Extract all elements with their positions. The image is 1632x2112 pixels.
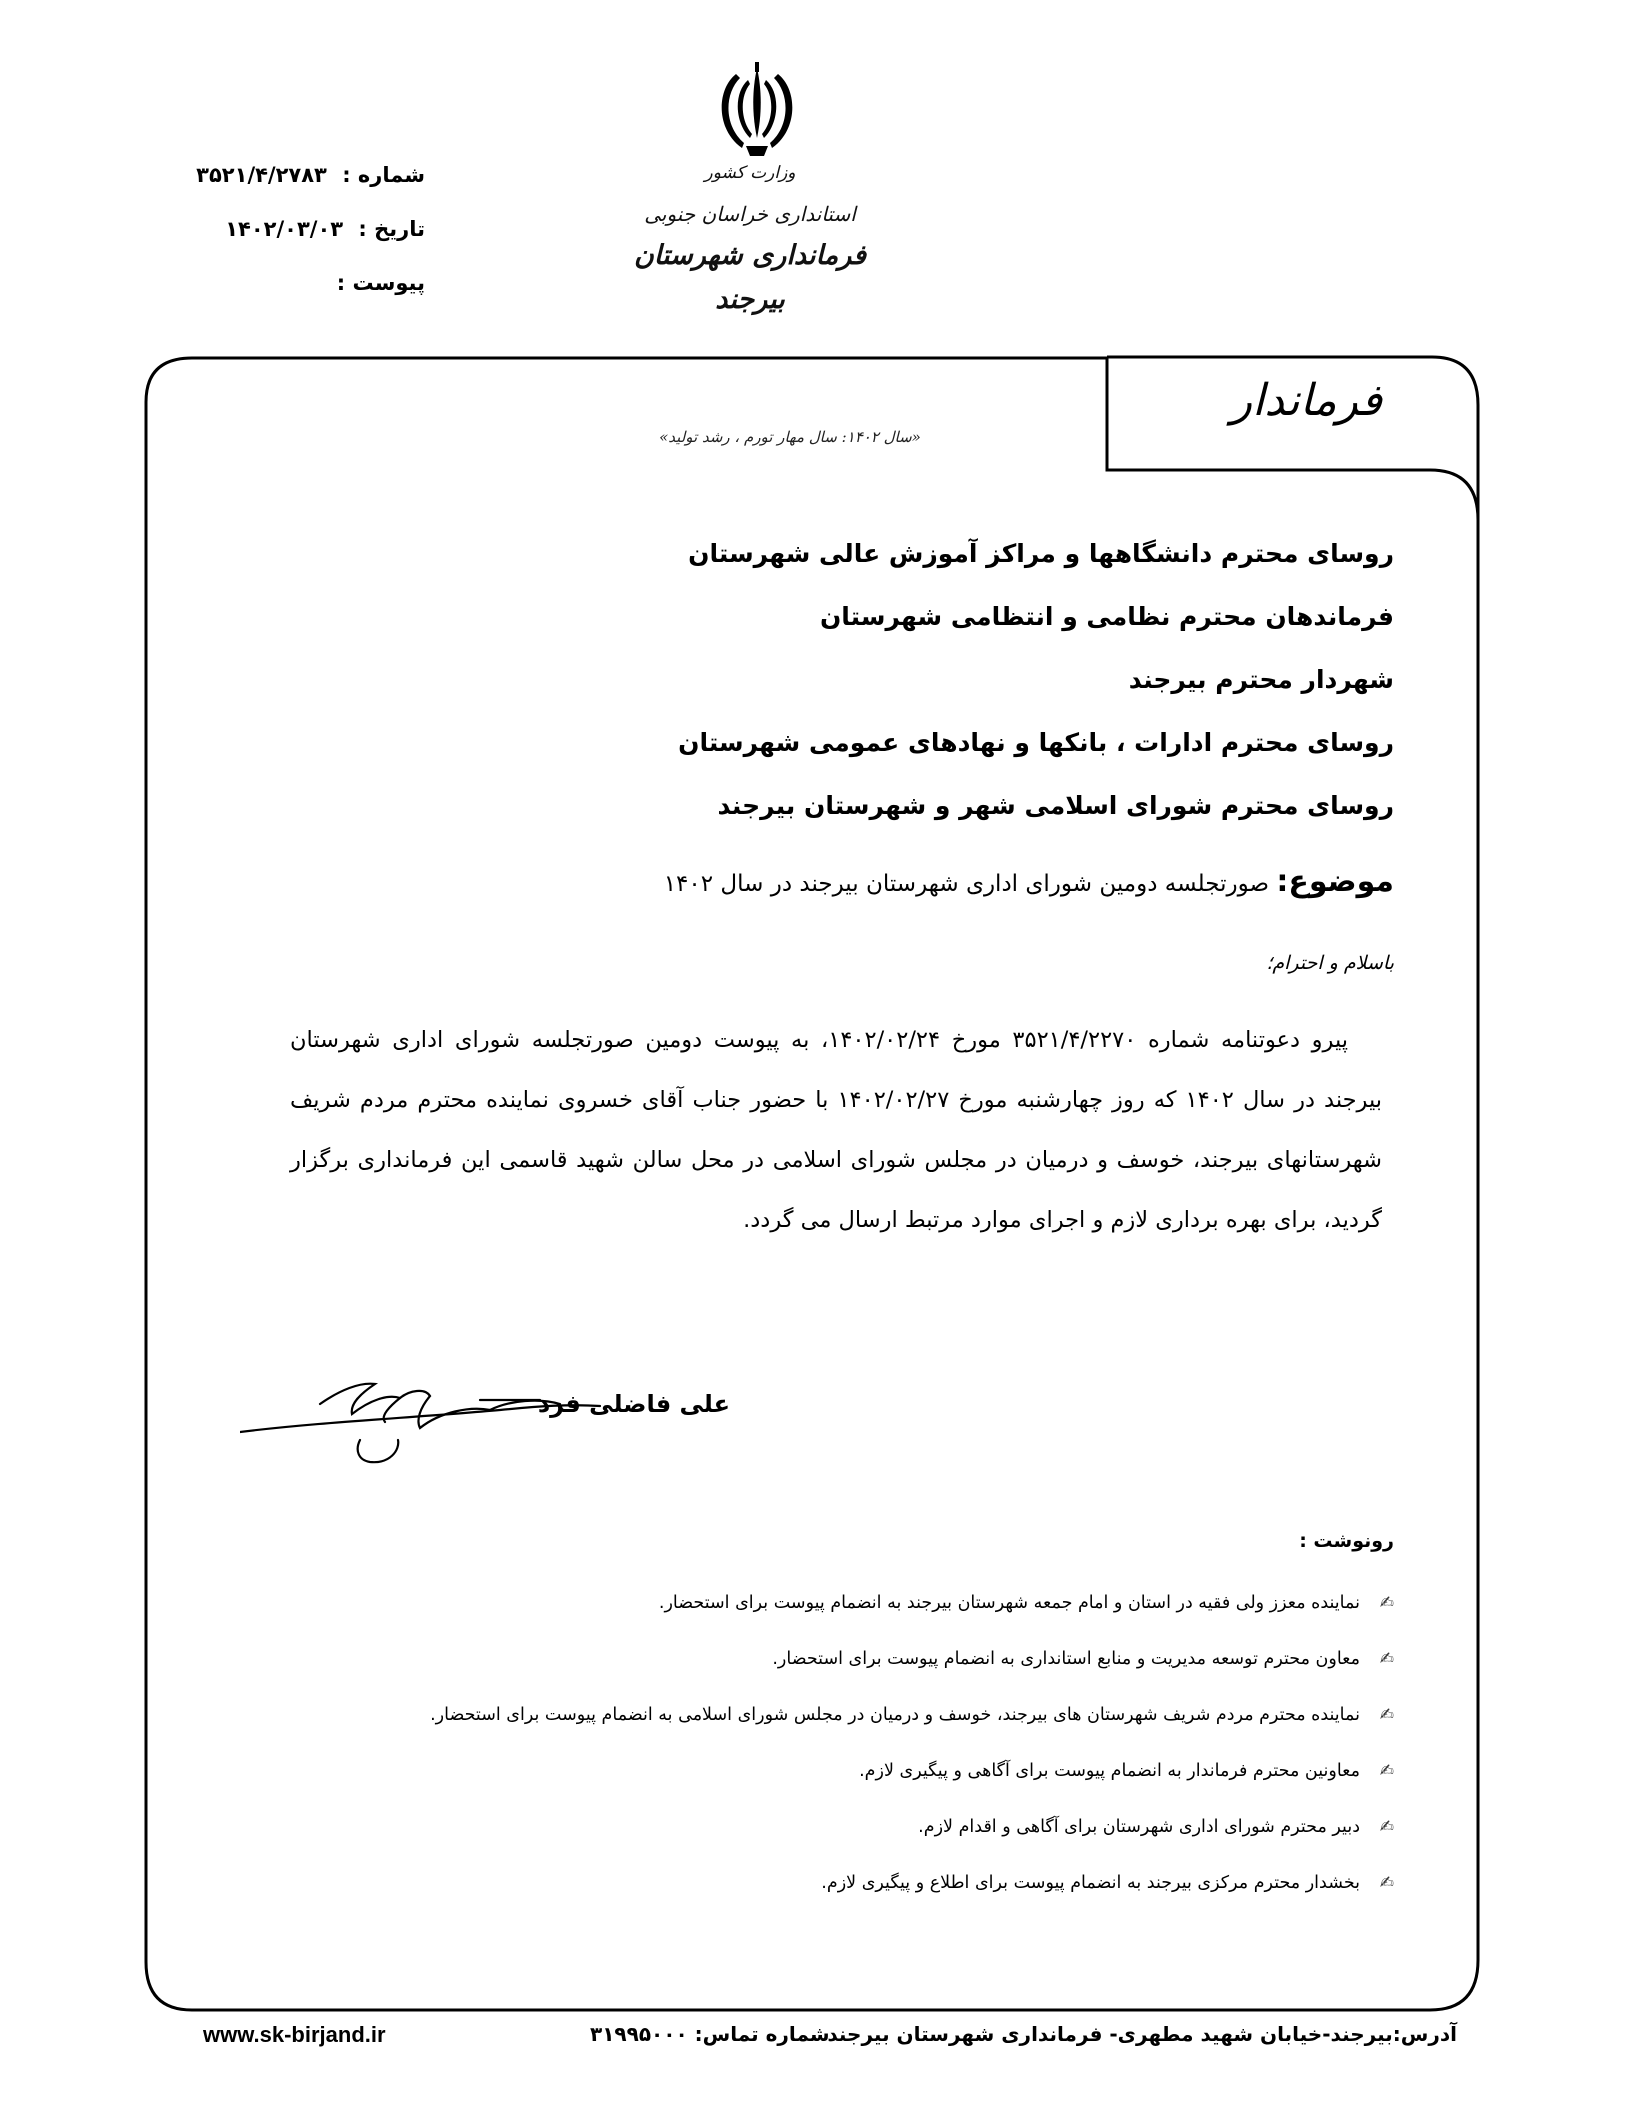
ministry-line-2: استانداری خراسان جنوبی — [644, 202, 856, 226]
cc-item — [244, 1644, 1394, 1700]
frame-title: فرماندار — [1230, 375, 1382, 426]
pen-icon: ✍ — [1379, 1593, 1394, 1613]
recipient: روسای محترم شورای اسلامی شهر و شهرستان بیرجند — [717, 791, 1394, 820]
phone-value: ۳۱۹۹۵۰۰۰ — [590, 2022, 688, 2046]
pen-icon: ✍ — [1379, 1817, 1394, 1837]
recipient: شهردار محترم بیرجند — [1128, 665, 1394, 694]
greeting: باسلام و احترام؛ — [1266, 952, 1394, 974]
cc-item — [244, 1868, 1394, 1924]
cc-item-text: معاون محترم توسعه مدیریت و منابع استانداری به انضمام پیوست برای استحضار. — [772, 1649, 1360, 1669]
pen-icon: ✍ — [1379, 1705, 1394, 1725]
pen-icon: ✍ — [1379, 1761, 1394, 1781]
cc-title: رونوشت : — [1299, 1530, 1394, 1552]
footer-phone — [590, 2022, 830, 2046]
cc-list — [244, 1588, 1394, 1924]
subject-label: موضوع: — [1276, 864, 1394, 899]
subject-line — [394, 862, 1394, 904]
number-value: ۳۵۲۱/۴/۲۷۸۳ — [196, 163, 327, 187]
footer-address: آدرس:بیرجند-خیابان شهید مطهری- فرمانداری شهرستان بیرجند — [827, 2022, 1457, 2046]
attachment-label: پیوست : — [336, 271, 425, 295]
cc-item — [244, 1756, 1394, 1812]
cc-item-text: معاونین محترم فرماندار به انضمام پیوست برای آگاهی و پیگیری لازم. — [859, 1761, 1360, 1781]
pen-icon: ✍ — [1379, 1649, 1394, 1669]
date-label: تاریخ : — [358, 217, 425, 241]
ministry-line-3: فرمانداری شهرستان بیرجند — [633, 240, 867, 315]
signer-name: علی فاضلی فرد — [537, 1390, 730, 1418]
cc-item-text: نماینده معزز ولی فقیه در استان و امام جمعه شهرستان بیرجند به انضمام پیوست برای استحضار. — [658, 1593, 1360, 1613]
cc-item-text: دبیر محترم شورای اداری شهرستان برای آگاهی و اقدام لازم. — [918, 1817, 1360, 1837]
cc-item-text: بخشدار محترم مرکزی بیرجند به انضمام پیوست برای اطلاع و پیگیری لازم. — [821, 1873, 1360, 1893]
subject-text: صورتجلسه دومین شورای اداری شهرستان بیرجند در سال ۱۴۰۲ — [663, 871, 1270, 897]
number-label: شماره : — [342, 163, 425, 187]
recipient: روسای محترم ادارات ، بانکها و نهادهای عمومی شهرستان — [678, 728, 1394, 757]
recipients-list — [494, 536, 1394, 851]
recipient: روسای محترم دانشگاهها و مراکز آموزش عالی شهرستان — [688, 539, 1394, 568]
pen-icon: ✍ — [1379, 1873, 1394, 1893]
recipient: فرماندهان محترم نظامی و انتظامی شهرستان — [819, 602, 1394, 631]
letter-body — [290, 1010, 1382, 1250]
ministry-line-1: وزارت کشور — [704, 163, 796, 183]
cc-item-text: نماینده محترم مردم شریف شهرستان های بیرجند، خوسف و درمیان در مجلس شورای اسلامی به انضمام پیوست برای استحضار. — [430, 1705, 1360, 1725]
cc-item — [244, 1812, 1394, 1868]
phone-label: شماره تماس: — [694, 2022, 830, 2046]
footer-website[interactable]: www.sk-birjand.ir — [203, 2022, 386, 2047]
cc-item — [244, 1588, 1394, 1644]
date-value: ۱۴۰۲/۰۳/۰۳ — [225, 217, 344, 241]
year-motto: «سال ۱۴۰۲: سال مهار تورم ، رشد تولید» — [659, 428, 921, 446]
body-paragraph: پیرو دعوتنامه شماره ۳۵۲۱/۴/۲۲۷۰ مورخ ۱۴۰۲/۰۲/۲۴، به پیوست دومین صورتجلسه شورای اداری شهرستان بیرجند در سال ۱۴۰۲ که روز چهارشنبه مورخ ۱۴۰۲/۰۲/۲۷ با حضور جناب آقای خسروی نماینده محترم مردم شریف شهرستانهای بیرجند، خوسف و درمیان در مجلس شورای اسلامی در محل سالن شهید قاسمی این فرمانداری برگزار گردید، برای بهره برداری لازم و اجرای موارد مرتبط ارسال می گردد. — [290, 1027, 1383, 1233]
cc-item — [244, 1700, 1394, 1756]
